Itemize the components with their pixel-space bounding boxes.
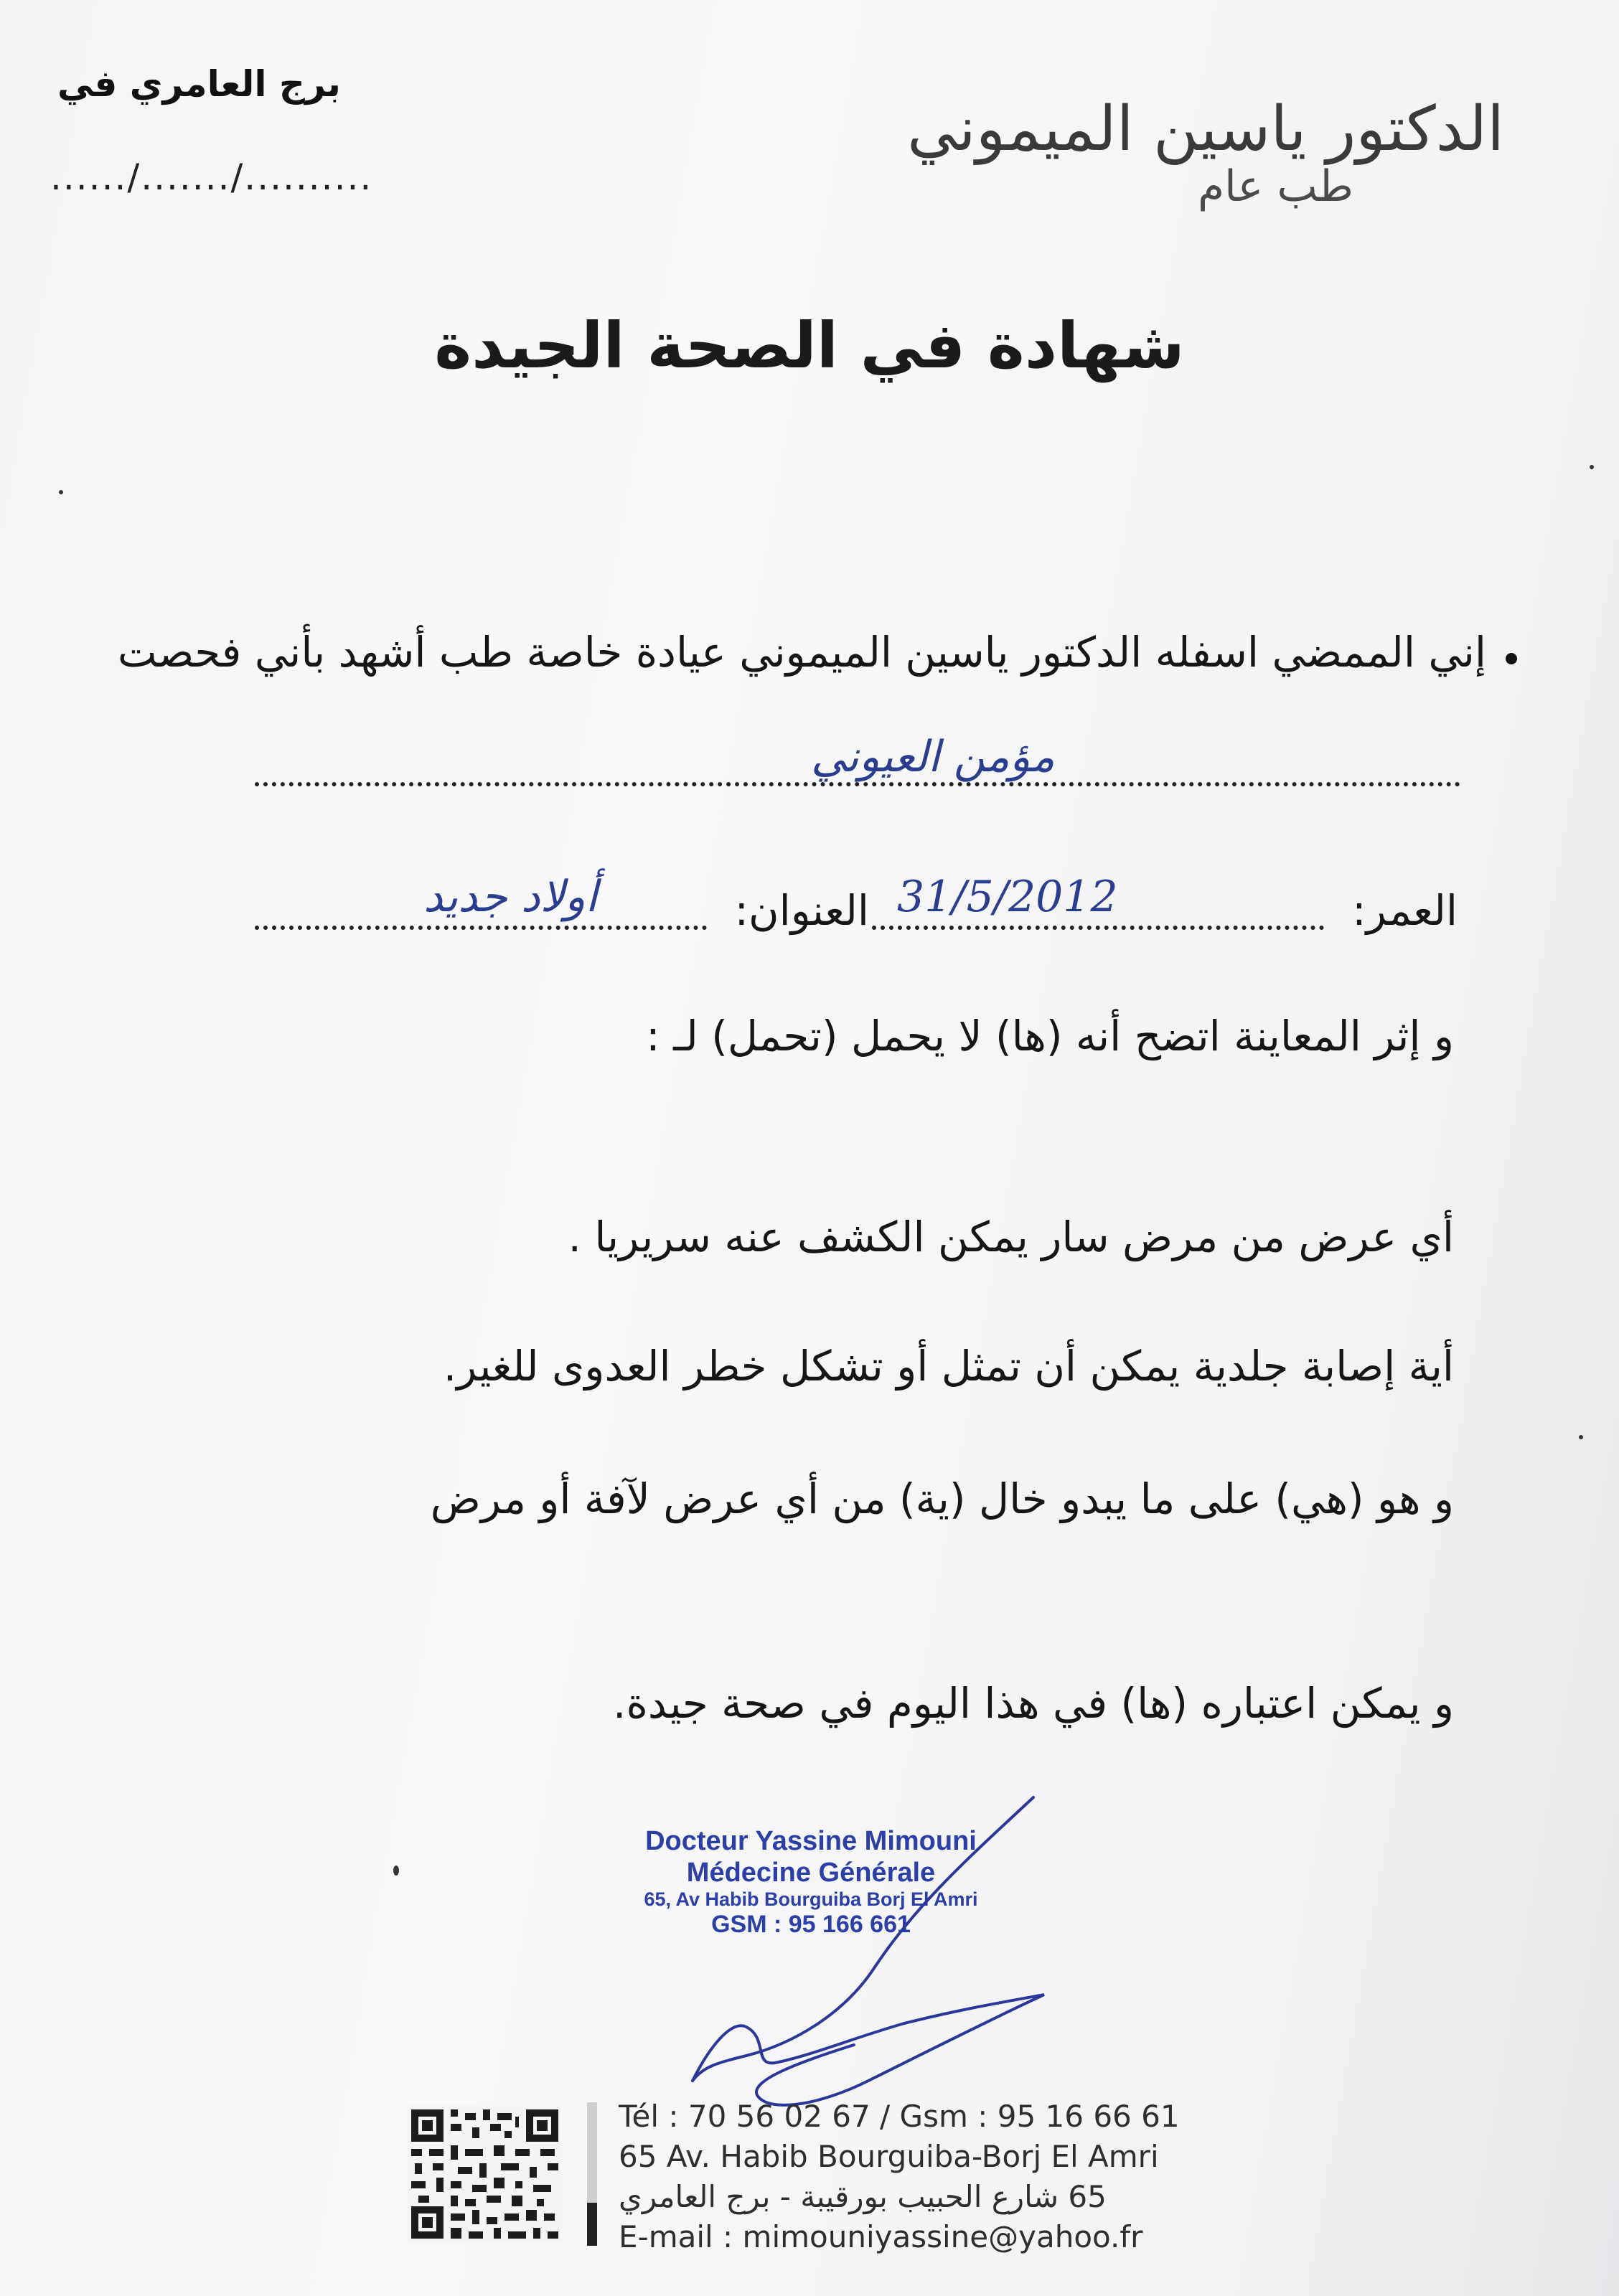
- age-field: [872, 926, 1324, 930]
- footer-address-fr: 65 Av. Habib Bourguiba-Borj El Amri: [619, 2139, 1159, 2174]
- paper-speck: [1590, 465, 1594, 469]
- good-health-conclusion: و يمكن اعتباره (ها) في هذا اليوم في صحة جيدة.: [613, 1679, 1454, 1728]
- paper-speck: [393, 1866, 399, 1876]
- footer-email[interactable]: E-mail : mimouniyassine@yahoo.fr: [619, 2219, 1143, 2254]
- place-label: برج العامري في: [57, 63, 341, 105]
- patient-name-handwritten: مؤمن العيوني: [811, 732, 1055, 782]
- age-label: العمر:: [1352, 886, 1458, 935]
- date-field: ....../......./..........: [50, 156, 373, 198]
- stamp-gsm: GSM : 95 166 661: [711, 1911, 911, 1939]
- qr-code-icon: [408, 2106, 562, 2242]
- stamp-name: Docteur Yassine Mimouni: [645, 1826, 977, 1856]
- footer-divider: [587, 2102, 597, 2246]
- finding-skin-lesion: أية إصابة جلدية يمكن أن تمثل أو تشكل خطر العدوى للغير.: [443, 1342, 1454, 1391]
- intro-statement: إني الممضي اسفله الدكتور ياسين الميموني عيادة خاصة طب أشهد بأني فحصت: [117, 628, 1486, 677]
- paper-speck: [59, 490, 63, 494]
- paper-speck: [1579, 1435, 1583, 1439]
- age-handwritten: 31/5/2012: [897, 872, 1118, 922]
- stamp-address: 65, Av Habib Bourguiba Borj El Amri: [644, 1888, 978, 1911]
- exam-result-statement: و إثر المعاينة اتضح أنه (ها) لا يحمل (تحمل) لـ :: [646, 1012, 1454, 1060]
- address-label: العنوان:: [734, 886, 869, 935]
- address-handwritten: أولاد جديد: [423, 872, 598, 922]
- certificate-title: شهادة في الصحة الجيدة: [434, 309, 1185, 382]
- footer-contact: [619, 2097, 1180, 2257]
- footer-phone: Tél : 70 56 02 67 / Gsm : 95 16 66 61: [619, 2099, 1180, 2134]
- doctor-signature: [689, 1779, 1062, 2117]
- address-field: [255, 926, 707, 930]
- finding-communicable-disease: أي عرض من مرض سار يمكن الكشف عنه سريريا .: [568, 1213, 1454, 1261]
- doctor-specialty: طب عام: [1198, 161, 1353, 212]
- patient-name-field: [255, 782, 1460, 786]
- finding-free-of-disease: و هو (هي) على ما يبدو خال (ية) من أي عرض لآفة أو مرض: [430, 1474, 1454, 1523]
- doctor-name: الدكتور ياسين الميموني: [907, 93, 1504, 165]
- stamp-specialty: Médecine Générale: [686, 1857, 936, 1888]
- bullet-icon: [1506, 653, 1517, 664]
- footer-address-ar: 65 شارع الحبيب بورقيبة - برج العامري: [619, 2179, 1107, 2214]
